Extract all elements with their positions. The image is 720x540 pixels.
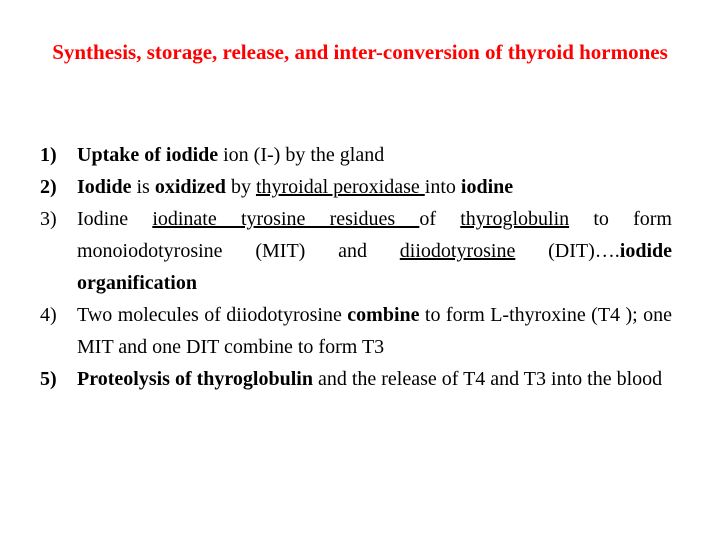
list-item-text: Iodide — [77, 176, 132, 198]
list-item-text: thyroidal peroxidase — [255, 176, 425, 198]
list-item — [40, 171, 672, 203]
list-item-text: of — [419, 208, 461, 230]
list-item-number: 1) — [40, 144, 57, 166]
list-item-text: iodine — [460, 176, 514, 198]
list-item-text: diiodotyrosine — [399, 240, 516, 262]
slide-title: Synthesis, storage, release, and inter-conversion of thyroid hormones — [52, 40, 668, 64]
list-item-text: combine — [347, 304, 420, 326]
list-item-number: 5) — [40, 368, 57, 390]
list-item-text: thyroglobulin — [460, 208, 570, 230]
list-item-text: oxidized — [154, 176, 226, 198]
list-item-text: into — [424, 176, 461, 198]
list-item-number: 3) — [40, 208, 57, 230]
steps-list — [40, 139, 672, 395]
list-item-text: to form L-thyroxine (T4 ); one MIT and one DIT combine to form T3 — [77, 304, 673, 358]
list-item-number: 2) — [40, 176, 57, 198]
list-item-text: tyrosine residues — [240, 208, 420, 230]
list-item-text: Proteolysis of thyroglobulin — [77, 368, 313, 390]
list-item-text: Uptake of iodide — [77, 144, 219, 166]
list-item-text: ion (I-) by the gland — [218, 144, 385, 166]
list-item-number: 4) — [40, 304, 57, 326]
list-item — [40, 139, 672, 171]
list-item-text: Iodine — [77, 208, 153, 230]
list-item-text: by — [225, 176, 256, 198]
list-item-text: and the release of T4 and T3 into the blood — [312, 368, 663, 390]
list-item — [40, 203, 672, 299]
list-item — [40, 363, 672, 395]
list-item-text: to form monoiodotyrosine (MIT) and — [77, 208, 672, 262]
list-item-text: iodinate — [152, 208, 241, 230]
list-item-text: iodide organification — [77, 240, 673, 294]
list-item — [40, 299, 672, 363]
list-item-text: Two molecules of diiodotyrosine — [77, 304, 348, 326]
list-item-text: (DIT)…. — [515, 240, 620, 262]
list-item-text: is — [131, 176, 155, 198]
